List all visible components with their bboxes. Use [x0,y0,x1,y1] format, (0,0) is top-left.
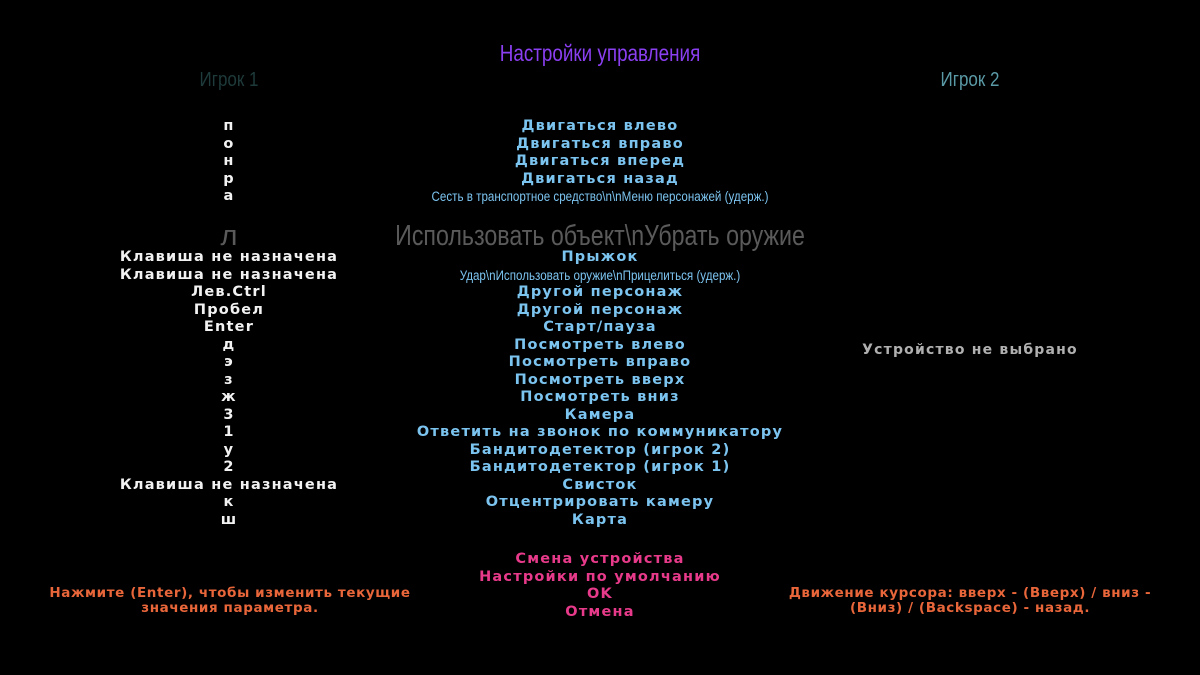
binding-row[interactable] [0,372,1200,390]
binding-row[interactable] [0,302,1200,320]
player1-tab[interactable]: Игрок 1 [199,69,259,91]
binding-action: Другой персонаж [516,284,684,300]
binding-action: Двигаться вправо [516,135,684,152]
binding-row[interactable] [0,512,1200,530]
binding-key: д [222,336,236,353]
binding-action: Двигаться назад [521,170,679,187]
binding-key: р [223,170,235,187]
binding-row[interactable] [0,319,1200,337]
binding-key: ш [220,511,238,528]
binding-action: Двигаться вперед [514,153,686,169]
binding-key: з [224,371,234,388]
binding-row[interactable] [0,494,1200,512]
binding-key: н [223,153,235,169]
binding-action: Камера [564,406,636,423]
binding-key: 3 [223,406,235,423]
binding-key: о [223,135,235,152]
help-text-navigation: Движение курсора: вверх - (Вверх) / вниз - (Вниз) / (Backspace) - назад. [788,585,1152,616]
binding-action: Прыжок [561,249,639,265]
binding-key: Клавиша не назначена [119,249,339,265]
binding-row[interactable] [0,459,1200,477]
binding-action: Посмотреть вниз [520,389,680,405]
binding-action: Отцентрировать камеру [485,494,715,510]
help-text-edit: Нажмите (Enter), чтобы изменить текущие значения параметра. [49,585,411,616]
binding-key: л [220,220,238,252]
binding-key: 2 [223,459,235,475]
cancel-button[interactable]: Отмена [565,603,635,620]
binding-action: Карта [571,511,629,528]
binding-action: Двигаться влево [521,118,679,134]
binding-row[interactable] [0,267,1200,285]
binding-row[interactable] [0,188,1200,206]
binding-key: э [224,354,234,370]
binding-action: Посмотреть влево [514,336,686,353]
binding-action: Сесть в транспортное средство\n\nМеню персонажей (удерж.) [431,189,769,204]
ok-button[interactable]: OK [587,586,613,602]
binding-row[interactable] [0,249,1200,267]
binding-row[interactable] [0,477,1200,495]
binding-key: 1 [223,424,235,440]
binding-key: ж [221,389,237,405]
binding-key: а [223,188,235,204]
binding-key: п [223,118,235,134]
binding-key: Enter [203,319,255,335]
binding-action: Использовать объект\nУбрать оружие [395,220,805,252]
binding-action: Старт/пауза [543,319,657,335]
screen-title: Настройки управления [499,40,701,66]
binding-key: к [223,494,235,510]
binding-action: Ответить на звонок по коммуникатору [416,424,784,440]
binding-row[interactable] [0,407,1200,425]
binding-key: у [223,441,235,458]
binding-key: Пробел [193,301,265,318]
binding-action: Удар\nИспользовать оружие\nПрицелиться (удерж.) [459,267,741,283]
binding-row[interactable] [0,442,1200,460]
binding-row[interactable] [0,118,1200,136]
player2-device-status: Устройство не выбрано [862,342,1078,358]
binding-action: Бандитодетектор (игрок 2) [469,441,731,458]
binding-key: Клавиша не назначена [119,476,339,493]
change-device-button[interactable]: Смена устройства [515,551,685,567]
binding-key: Клавиша не назначена [119,266,339,283]
binding-row[interactable] [0,389,1200,407]
binding-action: Другой персонаж [516,301,684,318]
binding-key: Лев.Ctrl [191,284,267,300]
binding-row-selected[interactable] [0,220,1200,252]
restore-defaults-button[interactable]: Настройки по умолчанию [479,568,721,585]
binding-action: Бандитодетектор (игрок 1) [469,459,731,475]
binding-row[interactable] [0,136,1200,154]
binding-action: Свисток [562,476,638,493]
binding-row[interactable] [0,153,1200,171]
binding-row[interactable] [0,171,1200,189]
binding-action: Посмотреть вправо [508,354,692,370]
binding-row[interactable] [0,284,1200,302]
binding-action: Посмотреть вверх [514,371,686,388]
binding-row[interactable] [0,424,1200,442]
player2-tab[interactable]: Игрок 2 [940,69,1000,91]
